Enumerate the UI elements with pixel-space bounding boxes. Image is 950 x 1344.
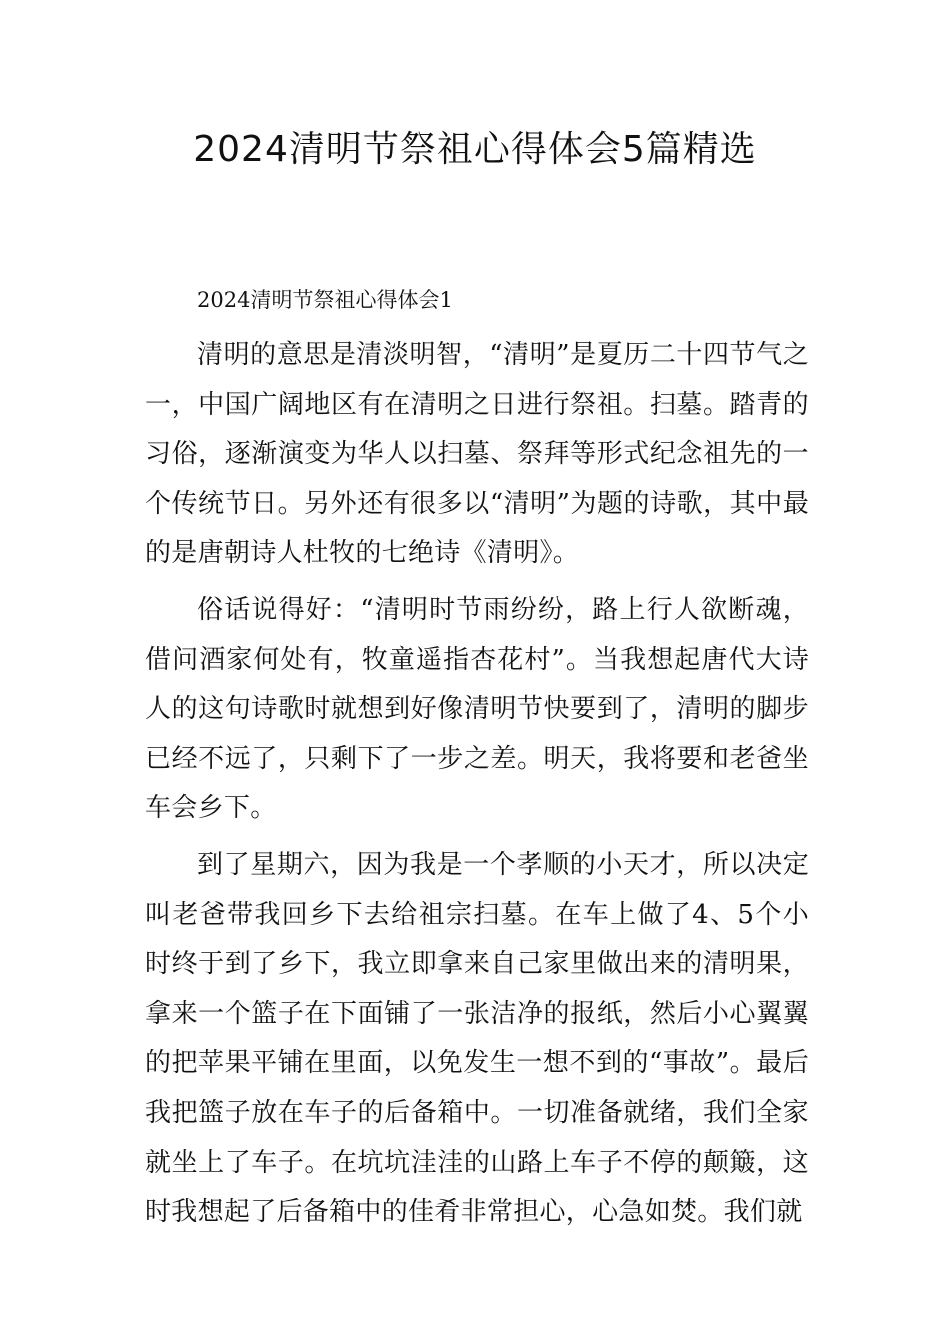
paragraph-1: 清明的意思是清淡明智，“清明”是夏历二十四节气之一，中国广阔地区有在清明之日进行祭祖。扫墓。踏青的习俗，逐渐演变为华人以扫墓、祭拜等形式纪念祖先的一个传统节日。另外还有很多以“清明”为题的诗歌，其中最的是唐朝诗人杜牧的七绝诗《清明》。: [145, 340, 809, 569]
document-title: 2024清明节祭祖心得体会5篇精选: [193, 129, 757, 170]
paragraph-3: 到了星期六，因为我是一个孝顺的小天才，所以决定叫老爸带我回乡下去给祖宗扫墓。在车上做了4、5个小时终于到了乡下，我立即拿来自己家里做出来的清明果，拿来一个篮子在下面铺了一张洁净的报纸，然后小心翼翼的把苹果平铺在里面，以免发生一想不到的“事故”。最后我把篮子放在车子的后备箱中。一切准备就绪，我们全家就坐上了车子。在坑坑洼洼的山路上车子不停的颠簸，这时我想起了后备箱中的佳肴非常担心，心急如焚。我们就: [145, 849, 809, 1228]
section-heading: 2024清明节祭祖心得体会1: [197, 288, 453, 312]
paragraph-2: 俗话说得好：“清明时节雨纷纷，路上行人欲断魂，借问酒家何处有，牧童遥指杏花村”。当我想起唐代大诗人的这句诗歌时就想到好像清明节快要到了，清明的脚步已经不远了，只剩下了一步之差。明天，我将要和老爸坐车会乡下。: [145, 594, 809, 824]
document-body: [145, 280, 809, 1238]
